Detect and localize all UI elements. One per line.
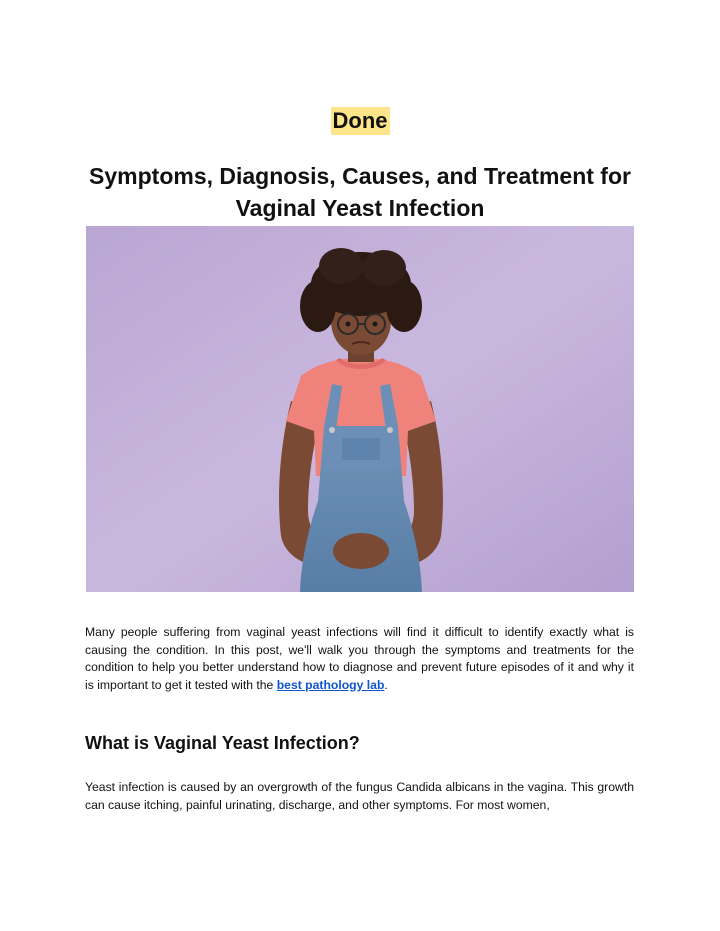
hero-illustration: [86, 226, 634, 592]
article-title: Symptoms, Diagnosis, Causes, and Treatment for Vaginal Yeast Infection: [89, 163, 631, 221]
status-label: Done: [332, 108, 388, 133]
status-banner: [0, 107, 720, 135]
section-paragraph: Yeast infection is caused by an overgrowth of the fungus Candida albicans in the vagina. This growth can cause itching, painful urinating, discharge, and other symptoms. For most women,: [85, 780, 634, 812]
intro-paragraph: [85, 624, 634, 694]
section-heading: What is Vaginal Yeast Infection?: [85, 733, 360, 753]
intro-text-end: .: [384, 677, 388, 692]
intro-text: Many people suffering from vaginal yeast infections will find it difficult to identify exactly what is causing the condition. In this post, we'll walk you through the symptoms and treatments for the condition to help you better understand how to diagnose and prevent future episodes of it and why it is important to get it tested with the: [85, 625, 634, 692]
best-pathology-lab-link[interactable]: best pathology lab: [276, 677, 385, 692]
hero-image: [86, 226, 634, 592]
